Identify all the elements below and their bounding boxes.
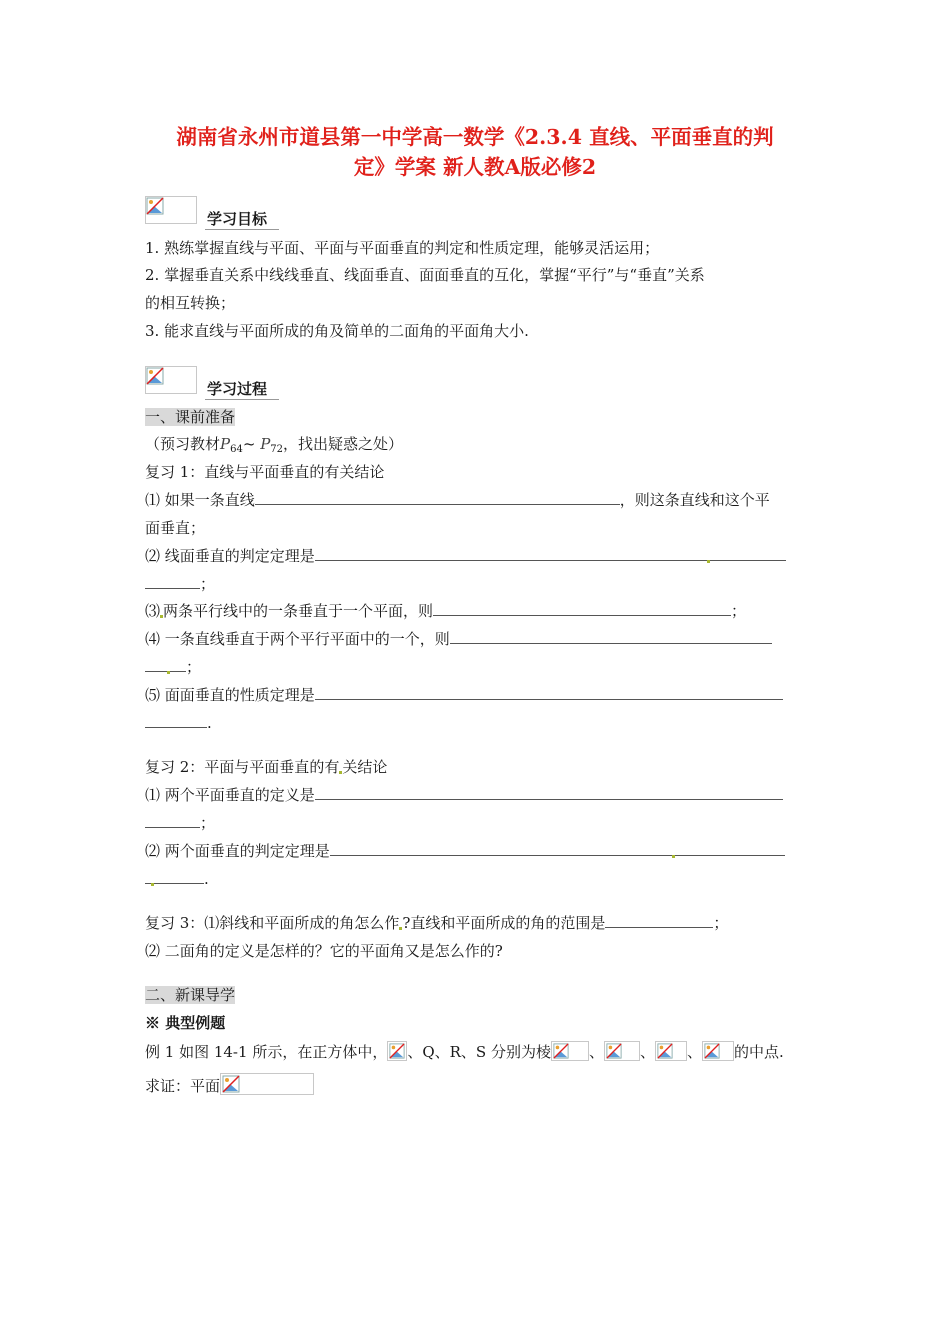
item-text: ⑵ 线面垂直的判定定理是 — [145, 547, 315, 565]
answer-blank[interactable] — [145, 574, 200, 589]
answer-blank[interactable] — [145, 813, 200, 828]
review2-item2 — [145, 841, 785, 861]
review1-item5 — [145, 685, 783, 705]
broken-image-icon — [702, 1041, 734, 1061]
item-text: 复习 2：平面与平面垂直的有 — [145, 758, 340, 776]
goals-heading: 学习目标 — [205, 208, 279, 230]
part2-label: 二、新课导学 — [145, 986, 236, 1004]
broken-image-icon — [220, 1073, 314, 1095]
review1-item1 — [145, 490, 770, 510]
item-text: 的中点. — [734, 1043, 784, 1061]
item-text: 例 1 如图 14-1 所示，在正方体中， — [145, 1043, 388, 1061]
goal-item-2: 2. 掌握垂直关系中线线垂直、线面垂直、面面垂直的互化，掌握“平行”与“垂直”关系 — [145, 266, 705, 284]
broken-image-icon — [604, 1041, 640, 1061]
review1-item5-cont — [145, 713, 212, 733]
goal-item-1: 1. 熟练掌握直线与平面、平面与平面垂直的判定和性质定理，能够灵活运用； — [145, 239, 660, 257]
item-text: ⑴ 如果一条直线 — [145, 491, 255, 509]
separator: 、 — [687, 1043, 703, 1061]
answer-blank[interactable] — [450, 629, 772, 644]
goal-item-3: 3. 能求直线与平面所成的角及简单的二面角的平面角大小. — [145, 322, 529, 340]
review1-item2-cont — [145, 574, 215, 594]
punctuation: ； — [200, 575, 216, 593]
preview-text: （预习教材 — [145, 435, 221, 453]
part1-label: 一、课前准备 — [145, 408, 236, 426]
review3-line2: ⑵ 二面角的定义是怎样的？它的平面角又是怎么作的? — [145, 942, 503, 960]
document-title — [140, 122, 810, 182]
item-text: 两条平行线中的一条垂直于一个平面，则 — [163, 602, 434, 620]
broken-image-icon — [551, 1041, 589, 1061]
page-var: P — [260, 435, 271, 453]
title-line-2: 定》学案 新人教A版必修2 — [353, 155, 597, 179]
item-text: ?直线和平面所成的角的范围是 — [402, 914, 606, 932]
answer-blank[interactable] — [145, 713, 207, 728]
broken-image-icon — [387, 1041, 407, 1061]
proof-line — [145, 1073, 314, 1096]
page-sub: 72 — [270, 444, 284, 455]
page-sub: 64 — [230, 444, 243, 455]
review1-item4 — [145, 629, 772, 649]
answer-blank[interactable] — [154, 869, 204, 884]
review2-item2-cont — [145, 869, 209, 889]
item-text: ⑶ — [145, 602, 161, 620]
part1-heading — [145, 407, 235, 427]
review1-item3 — [145, 601, 746, 621]
punctuation: . — [204, 870, 209, 888]
preview-line — [145, 434, 403, 460]
goal-item-2-cont: 的相互转换； — [145, 294, 236, 312]
title-line-1: 湖南省永州市道县第一中学高一数学《2.3.4 直线、平面垂直的判 — [176, 125, 774, 149]
item-text: 复习 3：⑴斜线和平面所成的角怎么作 — [145, 914, 400, 932]
review1-item1-cont: 面垂直； — [145, 519, 206, 537]
broken-image-icon — [145, 196, 197, 224]
review1-item2 — [145, 546, 786, 566]
review3-line1 — [145, 913, 728, 933]
review2-item1-cont — [145, 813, 215, 833]
answer-blank[interactable] — [315, 685, 783, 700]
item-text: ⑵ 两个面垂直的判定定理是 — [145, 842, 330, 860]
answer-blank[interactable] — [675, 841, 785, 856]
item-text: ，则这条直线和这个平 — [619, 491, 770, 509]
answer-blank[interactable] — [145, 657, 167, 672]
broken-image-icon — [145, 366, 197, 394]
examples-heading: ※ 典型例题 — [145, 1014, 226, 1032]
punctuation: ； — [713, 914, 729, 932]
item-text: 、Q、R、S 分别为棱 — [407, 1043, 551, 1061]
answer-blank[interactable] — [315, 785, 783, 800]
item-text: ⑴ 两个平面垂直的定义是 — [145, 786, 315, 804]
review1-item4-cont — [145, 657, 201, 677]
separator: 、 — [588, 1043, 604, 1061]
punctuation: . — [207, 714, 212, 732]
answer-blank[interactable] — [255, 490, 620, 505]
answer-blank[interactable] — [145, 869, 151, 884]
item-text: 求证：平面 — [145, 1077, 221, 1095]
process-header — [145, 366, 295, 396]
answer-blank[interactable] — [605, 913, 713, 928]
tilde: ~ — [242, 435, 256, 453]
answer-blank[interactable] — [433, 601, 731, 616]
punctuation: ； — [200, 814, 216, 832]
review2-item1 — [145, 785, 783, 805]
goals-header — [145, 196, 295, 226]
process-heading: 学习过程 — [205, 378, 279, 400]
page-var: P — [220, 435, 231, 453]
part2-heading — [145, 985, 235, 1005]
review2-heading — [145, 757, 387, 777]
answer-blank[interactable] — [710, 546, 786, 561]
answer-blank[interactable] — [315, 546, 707, 561]
item-text: ⑸ 面面垂直的性质定理是 — [145, 686, 315, 704]
example1-line — [145, 1041, 784, 1062]
review1-heading: 复习 1：直线与平面垂直的有关结论 — [145, 463, 385, 481]
answer-blank[interactable] — [330, 841, 672, 856]
punctuation: ； — [186, 658, 202, 676]
separator: 、 — [639, 1043, 655, 1061]
punctuation: ； — [731, 602, 747, 620]
preview-text-end: ，找出疑惑之处） — [283, 435, 404, 453]
answer-blank[interactable] — [170, 657, 186, 672]
item-text: 关结论 — [342, 758, 388, 776]
item-text: ⑷ 一条直线垂直于两个平行平面中的一个，则 — [145, 630, 450, 648]
broken-image-icon — [655, 1041, 687, 1061]
